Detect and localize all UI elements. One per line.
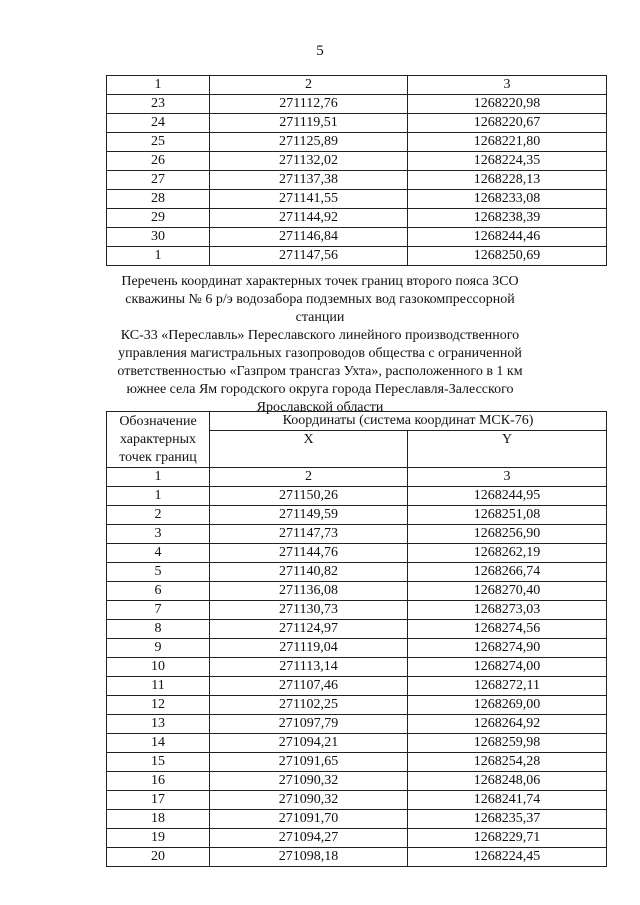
point-number-cell: 5 [107,563,210,582]
caption-line: Перечень координат характерных точек границ второго пояса ЗСО [121,274,519,289]
coordinates-table-second-zone [106,411,607,867]
point-number-cell: 8 [107,620,210,639]
y-coordinate-cell: 1268274,56 [408,620,607,639]
y-coordinate-cell: 1268259,98 [408,734,607,753]
column-number-2: 2 [210,76,408,95]
y-coordinate-cell: 1268221,80 [408,133,607,152]
point-number-cell: 28 [107,190,210,209]
x-coordinate-cell: 271091,65 [210,753,408,772]
table-row [107,639,607,658]
point-number-cell: 11 [107,677,210,696]
x-coordinate-cell: 271119,04 [210,639,408,658]
y-coordinate-cell: 1268251,08 [408,506,607,525]
table-row [107,658,607,677]
x-coordinate-cell: 271147,56 [210,247,408,266]
x-coordinate-cell: 271119,51 [210,114,408,133]
y-coordinate-cell: 1268224,45 [408,848,607,867]
column-number-3: 3 [408,468,607,487]
x-coordinate-cell: 271136,08 [210,582,408,601]
caption-line: Ярославской области [256,400,384,415]
y-coordinate-cell: 1268274,00 [408,658,607,677]
x-coordinate-cell: 271112,76 [210,95,408,114]
table-row [107,696,607,715]
y-coordinate-cell: 1268274,90 [408,639,607,658]
caption-line: КС-33 «Переславль» Переславского линейного производственного [120,328,520,343]
x-coordinate-cell: 271147,73 [210,525,408,544]
caption-line: управления магистральных газопроводов общества с ограниченной [118,346,522,361]
table-header-numbering [107,76,607,95]
caption-line: ответственностью «Газпром трансгаз Ухта», расположенного в 1 км [117,364,523,379]
y-coordinate-cell: 1268256,90 [408,525,607,544]
y-coordinate-cell: 1268272,11 [408,677,607,696]
y-coordinate-cell: 1268241,74 [408,791,607,810]
table-row [107,114,607,133]
table-row [107,810,607,829]
table-row [107,133,607,152]
table-row [107,247,607,266]
x-coordinate-cell: 271125,89 [210,133,408,152]
point-number-cell: 29 [107,209,210,228]
table-row [107,190,607,209]
point-number-cell: 2 [107,506,210,525]
coordinates-system-header: Координаты (система координат МСК-76) [210,412,607,431]
table-row [107,601,607,620]
point-number-cell: 4 [107,544,210,563]
x-coordinate-cell: 271150,26 [210,487,408,506]
table-header-row [107,412,607,431]
point-number-cell: 20 [107,848,210,867]
table-row [107,487,607,506]
x-coordinate-cell: 271090,32 [210,791,408,810]
x-coordinate-cell: 271137,38 [210,171,408,190]
point-number-cell: 27 [107,171,210,190]
x-coordinate-cell: 271090,32 [210,772,408,791]
table-row [107,734,607,753]
x-coordinate-cell: 271146,84 [210,228,408,247]
table-row [107,620,607,639]
x-coordinate-cell: 271149,59 [210,506,408,525]
x-coordinate-cell: 271132,02 [210,152,408,171]
point-number-cell: 10 [107,658,210,677]
x-coordinate-cell: 271097,79 [210,715,408,734]
page-number: 5 [316,43,324,59]
y-coordinate-cell: 1268273,03 [408,601,607,620]
y-coordinate-cell: 1268229,71 [408,829,607,848]
y-axis-header: Y [408,431,607,468]
y-coordinate-cell: 1268266,74 [408,563,607,582]
y-coordinate-cell: 1268228,13 [408,171,607,190]
x-coordinate-cell: 271094,21 [210,734,408,753]
point-number-cell: 24 [107,114,210,133]
table-row [107,544,607,563]
table-row [107,171,607,190]
table-caption [110,273,530,417]
y-coordinate-cell: 1268270,40 [408,582,607,601]
x-coordinate-cell: 271140,82 [210,563,408,582]
table-row [107,563,607,582]
y-coordinate-cell: 1268244,46 [408,228,607,247]
point-number-cell: 18 [107,810,210,829]
y-coordinate-cell: 1268248,06 [408,772,607,791]
point-number-cell: 9 [107,639,210,658]
point-number-cell: 7 [107,601,210,620]
table-row [107,525,607,544]
point-number-cell: 26 [107,152,210,171]
point-number-cell: 1 [107,247,210,266]
coordinates-table-continued [106,75,607,266]
y-coordinate-cell: 1268238,39 [408,209,607,228]
table-row [107,677,607,696]
x-axis-header: X [210,431,408,468]
point-number-cell: 14 [107,734,210,753]
table-row [107,715,607,734]
point-number-cell: 12 [107,696,210,715]
x-coordinate-cell: 271098,18 [210,848,408,867]
y-coordinate-cell: 1268269,00 [408,696,607,715]
point-number-cell: 19 [107,829,210,848]
table-row [107,152,607,171]
point-number-cell: 13 [107,715,210,734]
x-coordinate-cell: 271102,25 [210,696,408,715]
point-number-cell: 17 [107,791,210,810]
x-coordinate-cell: 271091,70 [210,810,408,829]
x-coordinate-cell: 271130,73 [210,601,408,620]
column-number-1: 1 [107,76,210,95]
table-row [107,753,607,772]
table-row [107,209,607,228]
y-coordinate-cell: 1268244,95 [408,487,607,506]
point-number-cell: 25 [107,133,210,152]
table-row [107,848,607,867]
table-header-numbering [107,468,607,487]
y-coordinate-cell: 1268235,37 [408,810,607,829]
column-number-2: 2 [210,468,408,487]
y-coordinate-cell: 1268262,19 [408,544,607,563]
x-coordinate-cell: 271141,55 [210,190,408,209]
x-coordinate-cell: 271144,92 [210,209,408,228]
y-coordinate-cell: 1268264,92 [408,715,607,734]
y-coordinate-cell: 1268220,67 [408,114,607,133]
point-number-cell: 16 [107,772,210,791]
caption-line: южнее села Ям городского округа города Переславля-Залесского [126,382,514,397]
y-coordinate-cell: 1268224,35 [408,152,607,171]
point-number-cell: 30 [107,228,210,247]
table-row [107,772,607,791]
point-number-cell: 6 [107,582,210,601]
table-row [107,506,607,525]
y-coordinate-cell: 1268254,28 [408,753,607,772]
y-coordinate-cell: 1268250,69 [408,247,607,266]
point-label-header: Обозначение характерных точек границ [107,412,210,468]
x-coordinate-cell: 271144,76 [210,544,408,563]
table-row [107,829,607,848]
point-number-cell: 3 [107,525,210,544]
table-row [107,95,607,114]
point-number-cell: 1 [107,487,210,506]
table-row [107,582,607,601]
column-number-1: 1 [107,468,210,487]
y-coordinate-cell: 1268220,98 [408,95,607,114]
y-coordinate-cell: 1268233,08 [408,190,607,209]
x-coordinate-cell: 271113,14 [210,658,408,677]
point-number-cell: 23 [107,95,210,114]
table-row [107,228,607,247]
x-coordinate-cell: 271124,97 [210,620,408,639]
x-coordinate-cell: 271107,46 [210,677,408,696]
point-number-cell: 15 [107,753,210,772]
column-number-3: 3 [408,76,607,95]
x-coordinate-cell: 271094,27 [210,829,408,848]
caption-line: скважины № 6 р/э водозабора подземных вод газокомпрессорной станции [125,292,515,325]
table-row [107,791,607,810]
